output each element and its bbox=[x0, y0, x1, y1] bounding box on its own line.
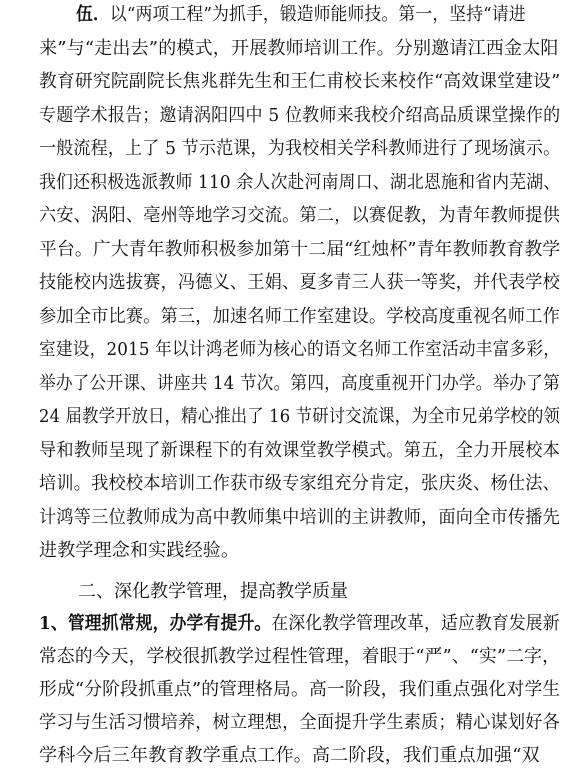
paragraph-line: 平台。广大青年教师积极参加第十二届“红烛杯”青年教师教育教学 bbox=[39, 239, 561, 260]
paragraph-line: 进教学理念和实践经验。 bbox=[39, 540, 240, 561]
paragraph-line: 导和教师呈现了新课程下的有效课堂教学模式。第五，全力开展校本 bbox=[39, 440, 560, 461]
paragraph-line: 学科今后三年教育教学重点工作。高二阶段，我们重点加强“双 bbox=[39, 745, 540, 766]
paragraph-lead: 1、管理抓常规，办学有提升。 bbox=[39, 613, 272, 634]
paragraph-line: 1、管理抓常规，办学有提升。在深化教学管理改革，适应教育发展新 bbox=[39, 613, 560, 634]
paragraph-lead: 伍． bbox=[76, 4, 110, 25]
paragraph-line: 六安、涡阳、亳州等地学习交流。第二，以赛促教，为青年教师提供 bbox=[39, 205, 560, 226]
paragraph-line: 教育研究院副院长焦兆群先生和王仁甫校长来校作“高效课堂建设” bbox=[39, 71, 561, 92]
paragraph-line: 常态的今天，学校很抓教学过程性管理，着眼于“严”、“实”二字， bbox=[39, 646, 561, 667]
paragraph-line: 24 届教学开放日，精心推出了 16 节研讨交流课，为全市兄弟学校的领 bbox=[39, 406, 561, 427]
section-heading: 二、深化教学管理，提高教学质量 bbox=[78, 581, 348, 602]
paragraph-line: 专题学术报告；邀请涡阳四中 5 位教师来我校介绍高品质课堂操作的 bbox=[39, 105, 561, 126]
paragraph-line: 参加全市比赛。第三，加速名师工作室建设。学校高度重视名师工作 bbox=[39, 306, 560, 327]
paragraph-line: 学习与生活习惯培养，树立理想，全面提升学生素质；精心谋划好各 bbox=[39, 712, 560, 733]
paragraph-line: 培训。我校校本培训工作获市级专家组充分肯定，张庆炎、杨仕法、 bbox=[39, 473, 560, 494]
paragraph-line: 我们还积极选派教师 110 余人次赴河南周口、湖北恩施和省内芜湖、 bbox=[39, 172, 561, 193]
paragraph-line: 一般流程，上了 5 节示范课，为我校相关学科教师进行了现场演示。 bbox=[39, 138, 561, 159]
paragraph-line: 形成“分阶段抓重点”的管理格局。高一阶段，我们重点强化对学生 bbox=[39, 679, 561, 700]
paragraph-line: 来”与“走出去”的模式，开展教师培训工作。分别邀请江西金太阳 bbox=[39, 38, 559, 59]
paragraph-line: 室建设，2015 年以计鸿老师为核心的语文名师工作室活动丰富多彩， bbox=[39, 339, 561, 360]
paragraph-line: 计鸿等三位教师成为高中教师集中培训的主讲教师，面向全市传播先 bbox=[39, 507, 560, 528]
paragraph-line: 技能校内选拔赛，冯德义、王娟、夏多青三人获一等奖，并代表学校 bbox=[39, 272, 560, 293]
paragraph-line: 举办了公开课、讲座共 14 节次。第四，高度重视开门办学。举办了第 bbox=[39, 373, 560, 394]
paragraph-line: 伍．以“两项工程”为抓手，锻造师能师技。第一，坚持“请进 bbox=[76, 4, 526, 25]
